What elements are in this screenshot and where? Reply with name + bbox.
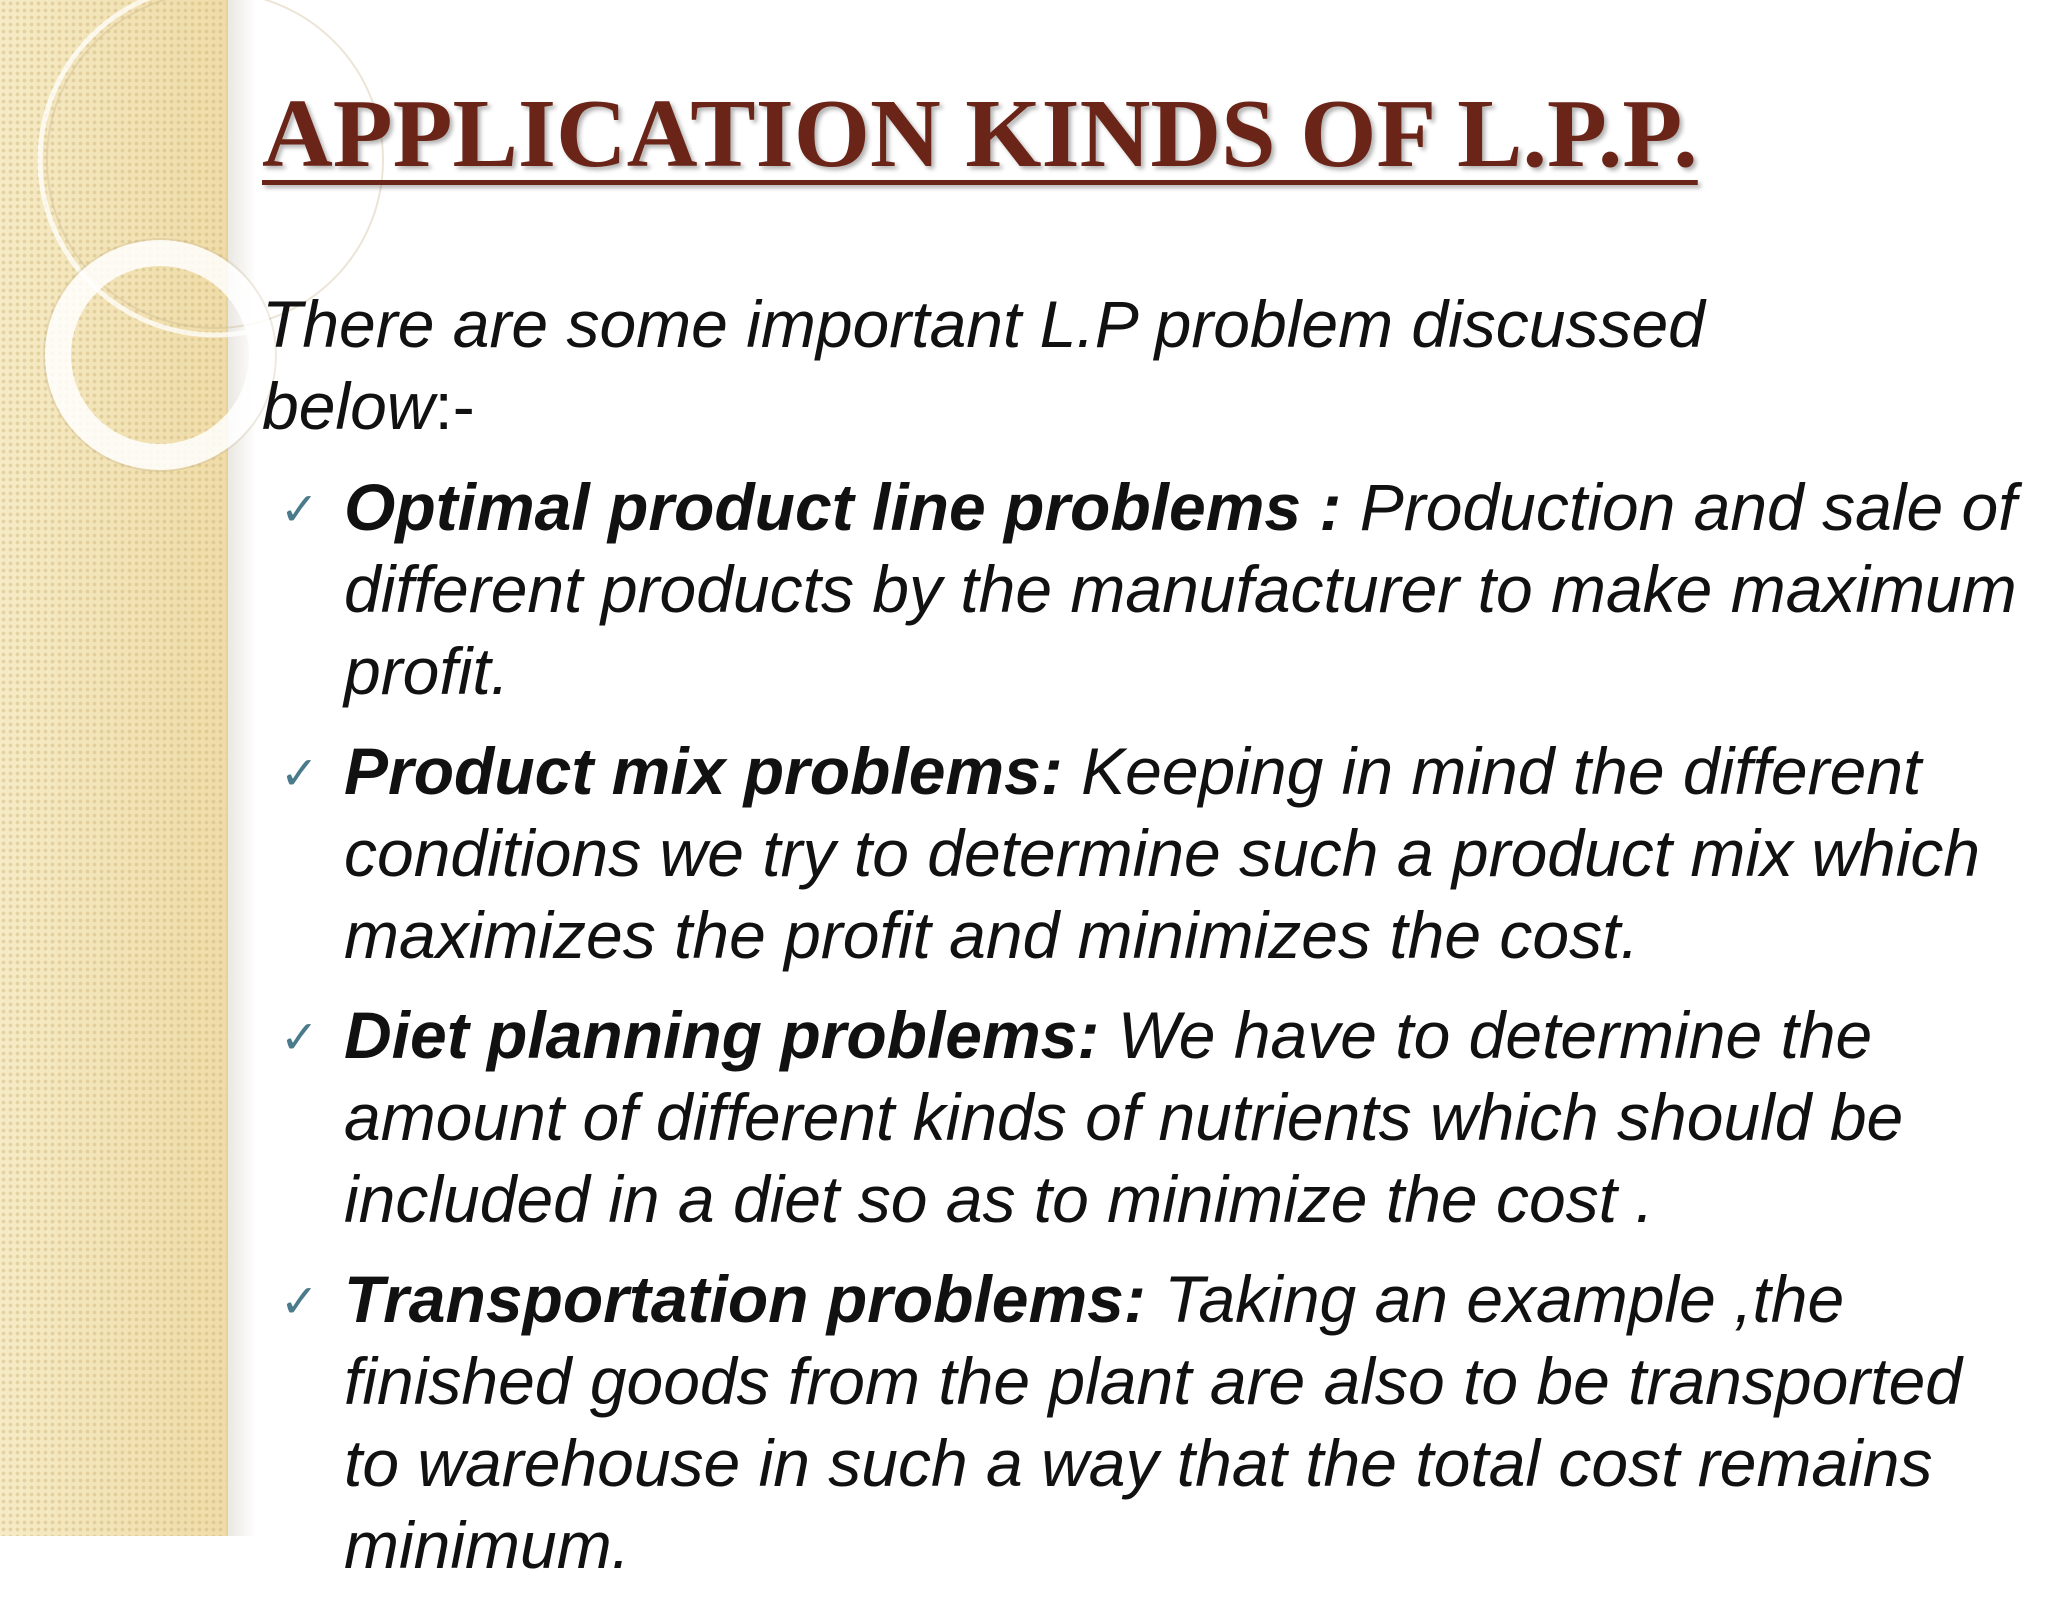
decorative-rings: [0, 0, 260, 520]
check-mark-icon: ✓: [280, 483, 319, 535]
intro-text: [262, 283, 1822, 447]
check-mark-icon: ✓: [280, 1011, 319, 1063]
bullet-text: Production and sale of different products by the manufacturer to make maximum profit.: [344, 470, 2017, 708]
list-item: [280, 994, 2020, 1240]
problem-list: [280, 466, 2020, 1604]
check-mark-icon: ✓: [280, 747, 319, 799]
intro-tail: :-: [434, 369, 475, 443]
bullet-term: Product mix problems:: [344, 734, 1082, 808]
slide-title: APPLICATION KINDS OF L.P.P.: [262, 80, 1698, 188]
list-item: [280, 1258, 2020, 1586]
bullet-text: Taking an example ,the finished goods from the plant are also to be transported to warehouse in such a way that the total cost remains minimum.: [344, 1262, 1962, 1582]
bullet-text: We have to determine the amount of different kinds of nutrients which should be included in a diet so as to minimize the cost .: [344, 998, 1904, 1236]
bullet-term: Diet planning problems:: [344, 998, 1118, 1072]
bullet-term: Transportation problems:: [344, 1262, 1165, 1336]
list-item: [280, 466, 2020, 712]
bullet-text: Keeping in mind the different conditions we try to determine such a product mix which maximizes the profit and minimizes the cost.: [344, 734, 1981, 972]
check-mark-icon: ✓: [280, 1275, 319, 1327]
intro-main: There are some important L.P problem discussed below: [262, 287, 1705, 443]
bullet-term: Optimal product line problems :: [344, 470, 1360, 544]
list-item: [280, 730, 2020, 976]
